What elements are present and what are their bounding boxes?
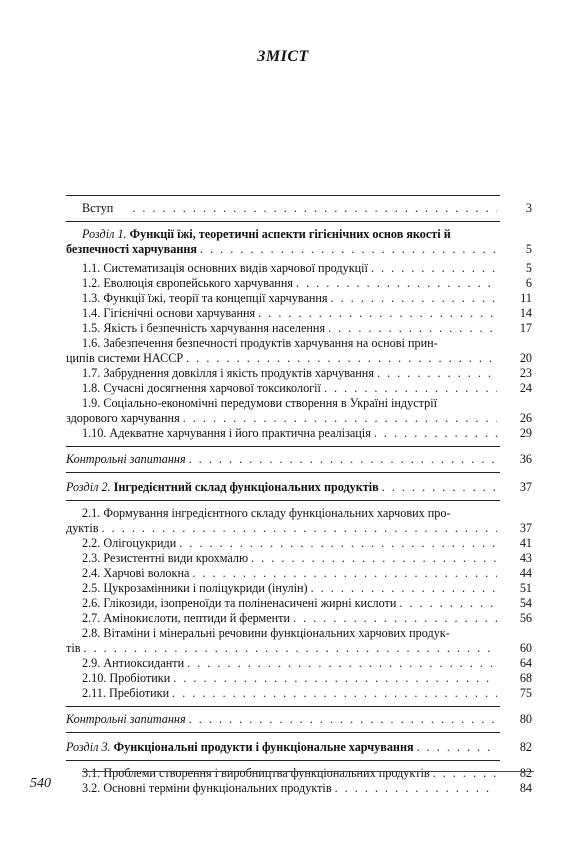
page-ref: 11 xyxy=(520,291,532,305)
divider xyxy=(66,472,500,473)
page-ref: 23 xyxy=(519,366,532,380)
page-ref: 80 xyxy=(519,712,532,726)
toc-entry: 1.7. Забруднення довкілля і якість продуктів харчування . . . 23 xyxy=(66,366,532,381)
page-ref: 26 xyxy=(519,411,532,425)
page-ref: 56 xyxy=(519,611,532,625)
page-ref: 5 xyxy=(525,261,532,275)
toc-chapter-3: Розділ 3. Функціональні продукти і функціональне харчування . . . 82 xyxy=(66,738,532,755)
divider xyxy=(66,195,500,196)
page-ref: 43 xyxy=(519,551,532,565)
toc-entry: 2.5. Цукрозамінники і поліцукриди (інулін) . . . 51 xyxy=(66,581,532,596)
page-ref: 82 xyxy=(519,766,532,780)
page-ref: 51 xyxy=(519,581,532,595)
toc-questions: Контрольні запитання . . . 80 xyxy=(66,712,532,727)
divider xyxy=(66,760,500,761)
page-ref: 37 xyxy=(519,480,532,494)
toc-chapter-1: Розділ 1. Функції їжі, теоретичні аспекти гігієнічних основ якості й безпечності харчування . . . 5 xyxy=(66,227,532,257)
toc-entry: 3.1. Проблеми створення і виробництва функціональних продуктів . . . 82 xyxy=(66,766,532,781)
page-ref: 5 xyxy=(525,242,532,256)
page-ref: 44 xyxy=(519,566,532,580)
divider xyxy=(66,446,500,447)
table-of-contents xyxy=(66,190,532,796)
toc-entry: 2.3. Резистентні види крохмалю . . . 43 xyxy=(66,551,532,566)
toc-entry: 2.11. Пребіотики . . . 75 xyxy=(66,686,532,701)
divider xyxy=(66,706,500,707)
page-ref: 3 xyxy=(525,201,532,215)
toc-entry: 1.6. Забезпечення безпечності продуктів харчування на основі прин- ципів системи НАССР . . . 20 xyxy=(66,336,532,366)
page-ref: 17 xyxy=(519,321,532,335)
page-ref: 20 xyxy=(519,351,532,365)
divider xyxy=(66,221,500,222)
toc-entry: 1.3. Функції їжі, теорії та концепції харчування . . . 11 xyxy=(66,291,532,306)
toc-questions: Контрольні запитання . . . 36 xyxy=(66,452,532,467)
toc-entry: 2.4. Харчові волокна . . . 44 xyxy=(66,566,532,581)
page-ref: 60 xyxy=(519,641,532,655)
page-ref: 36 xyxy=(519,452,532,466)
divider xyxy=(66,500,500,501)
toc-entry: 1.1. Систематизація основних видів харчової продукції . . . 5 xyxy=(66,261,532,276)
footer-divider xyxy=(82,771,534,772)
page-ref: 37 xyxy=(519,521,532,535)
toc-entry: 1.4. Гігієнічні основи харчування . . . 14 xyxy=(66,306,532,321)
toc-entry: 1.5. Якість і безпечність харчування населення . . . 17 xyxy=(66,321,532,336)
page-ref: 64 xyxy=(519,656,532,670)
page-number: 540 xyxy=(30,776,51,791)
toc-entry: 1.9. Соціально-економічні передумови створення в Україні індустрії здорового харчування . . . 26 xyxy=(66,396,532,426)
toc-entry: 2.2. Олігоцукриди . . . 41 xyxy=(66,536,532,551)
toc-entry: 2.9. Антиоксиданти . . . 64 xyxy=(66,656,532,671)
divider xyxy=(66,732,500,733)
toc-entry: 2.1. Формування інгредієнтного складу функціональних харчових про- дуктів . . . 37 xyxy=(66,506,532,536)
toc-entry: 3.2. Основні терміни функціональних продуктів . . . 84 xyxy=(66,781,532,796)
page-ref: 24 xyxy=(519,381,532,395)
toc-entry: 2.10. Пробіотики . . . 68 xyxy=(66,671,532,686)
toc-entry: 2.7. Амінокислоти, пептиди й ферменти . . . 56 xyxy=(66,611,532,626)
page-ref: 84 xyxy=(519,781,532,795)
page-ref: 14 xyxy=(519,306,532,320)
page-ref: 6 xyxy=(525,276,532,290)
page-ref: 29 xyxy=(519,426,532,440)
toc-entry: 1.2. Еволюція європейського харчування . . . 6 xyxy=(66,276,532,291)
page-ref: 68 xyxy=(519,671,532,685)
page-ref: 75 xyxy=(519,686,532,700)
page-ref: 41 xyxy=(519,536,532,550)
toc-chapter-2: Розділ 2. Інгредієнтний склад функціональних продуктів . . . 37 xyxy=(66,478,532,495)
toc-entry: 2.6. Глікозиди, ізопреноїди та поліненасичені жирні кислоти . . . 54 xyxy=(66,596,532,611)
toc-entry: 2.8. Вітаміни і мінеральні речовини функціональних харчових продук- тів . . . 60 xyxy=(66,626,532,656)
page-ref: 82 xyxy=(519,740,532,754)
toc-entry: 1.10. Адекватне харчування і його практична реалізація . . . 29 xyxy=(66,426,532,441)
page-title: ЗМІСТ xyxy=(257,48,309,65)
toc-entry-intro: Вступ . . . 3 xyxy=(66,201,532,216)
page-ref: 54 xyxy=(519,596,532,610)
toc-entry: 1.8. Сучасні досягнення харчової токсикології . . . 24 xyxy=(66,381,532,396)
